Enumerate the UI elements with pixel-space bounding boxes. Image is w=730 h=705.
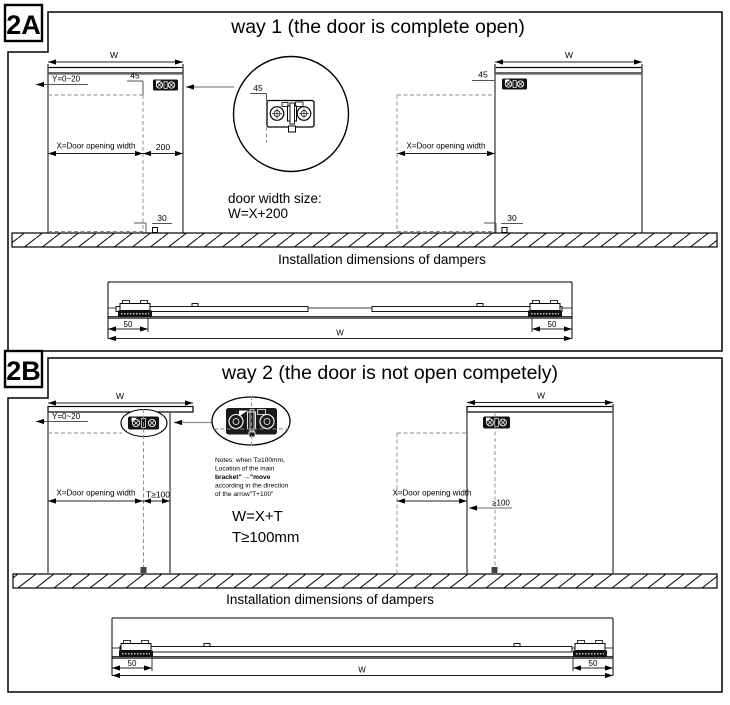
notes-block: [215, 457, 289, 498]
detail-circle-2a: [186, 57, 349, 172]
section-2a: [5, 5, 722, 351]
w-dim-label: W: [536, 390, 546, 401]
rail-w-label: W: [358, 665, 366, 675]
note-line5: of the arrow"T+100": [215, 491, 274, 498]
y-range-label: Y=0~20: [52, 74, 81, 84]
rail-50-left-label: 50: [127, 659, 137, 668]
caption-2a: Installation dimensions of dampers: [278, 252, 486, 267]
dim-45-label: 45: [130, 70, 140, 81]
section-2a-border: [8, 12, 722, 351]
floor-guide: [492, 567, 498, 573]
floor-hatch-2b: [13, 574, 717, 588]
damper-icon: [153, 80, 178, 91]
rail-damper-left-icon: [119, 641, 153, 658]
formula-t: T≥100mm: [232, 529, 300, 546]
left-door-2a: [36, 50, 183, 233]
door-width-size-line2: W=X+200: [228, 206, 289, 221]
section-2a-tag: 2A: [6, 10, 41, 40]
floor-guide: [153, 228, 158, 233]
dim-30-label: 30: [507, 213, 517, 223]
note-line3: bracket" →"move: [215, 474, 271, 481]
x-width-label: X=Door opening width: [56, 488, 136, 498]
top-rail: [48, 68, 183, 74]
x-width-label: X=Door opening width: [392, 488, 472, 498]
right-door-2b: [393, 391, 613, 574]
note-line2: Location of the main: [215, 465, 275, 473]
w-dim-label: W: [109, 50, 119, 60]
right-door-2a: [397, 50, 642, 233]
bracket-detail-icon: [267, 101, 314, 133]
dim-30-label: 30: [157, 213, 167, 223]
dim-200-label: 200: [155, 142, 171, 152]
rail-50-left-label: 50: [123, 320, 133, 329]
dim-100-label: ≥100: [492, 498, 510, 508]
rail-50-right-label: 50: [588, 659, 598, 668]
note-line4: according in the direction: [215, 482, 289, 490]
damper-icon: [502, 79, 527, 90]
dim-45-label: 45: [478, 69, 488, 80]
left-door-2b: [36, 391, 193, 573]
section-2b: [5, 351, 722, 692]
rail-diagram-2b: [112, 618, 613, 676]
t-dim-label: T≥100: [145, 489, 171, 500]
rail-damper-left-icon: [118, 301, 152, 318]
detail-dim-45-label: 45: [253, 83, 263, 93]
damper-icon: [483, 417, 510, 429]
rail-50-right-label: 50: [547, 320, 557, 329]
caption-2b: Installation dimensions of dampers: [226, 592, 434, 607]
w-dim-label: W: [115, 391, 125, 401]
floor-guide: [502, 228, 507, 233]
section-2a-title: way 1 (the door is complete open): [231, 16, 525, 38]
y-range-label: Y=0~20: [52, 412, 81, 421]
x-width-label: X=Door opening width: [406, 141, 486, 151]
x-width-label: X=Door opening width: [56, 141, 136, 151]
note-line1: Notes: when T≥100mm,: [215, 457, 285, 464]
door-width-size-line1: door width size:: [228, 191, 322, 206]
w-dim-label: W: [564, 50, 574, 60]
rail-w-label: W: [336, 328, 344, 338]
rail-damper-right-icon: [573, 641, 607, 658]
floor-guide: [141, 567, 147, 573]
door-profile: [120, 647, 572, 653]
top-rail: [467, 407, 613, 413]
section-2b-tag: 2B: [6, 356, 41, 386]
formula-w: W=X+T: [232, 508, 283, 525]
top-rail: [495, 68, 642, 74]
floor-hatch-2a: [12, 233, 717, 247]
section-2b-title: way 2 (the door is not open competely): [221, 362, 559, 384]
rail-diagram-2a: [108, 282, 572, 339]
rail-damper-right-icon: [528, 301, 562, 318]
